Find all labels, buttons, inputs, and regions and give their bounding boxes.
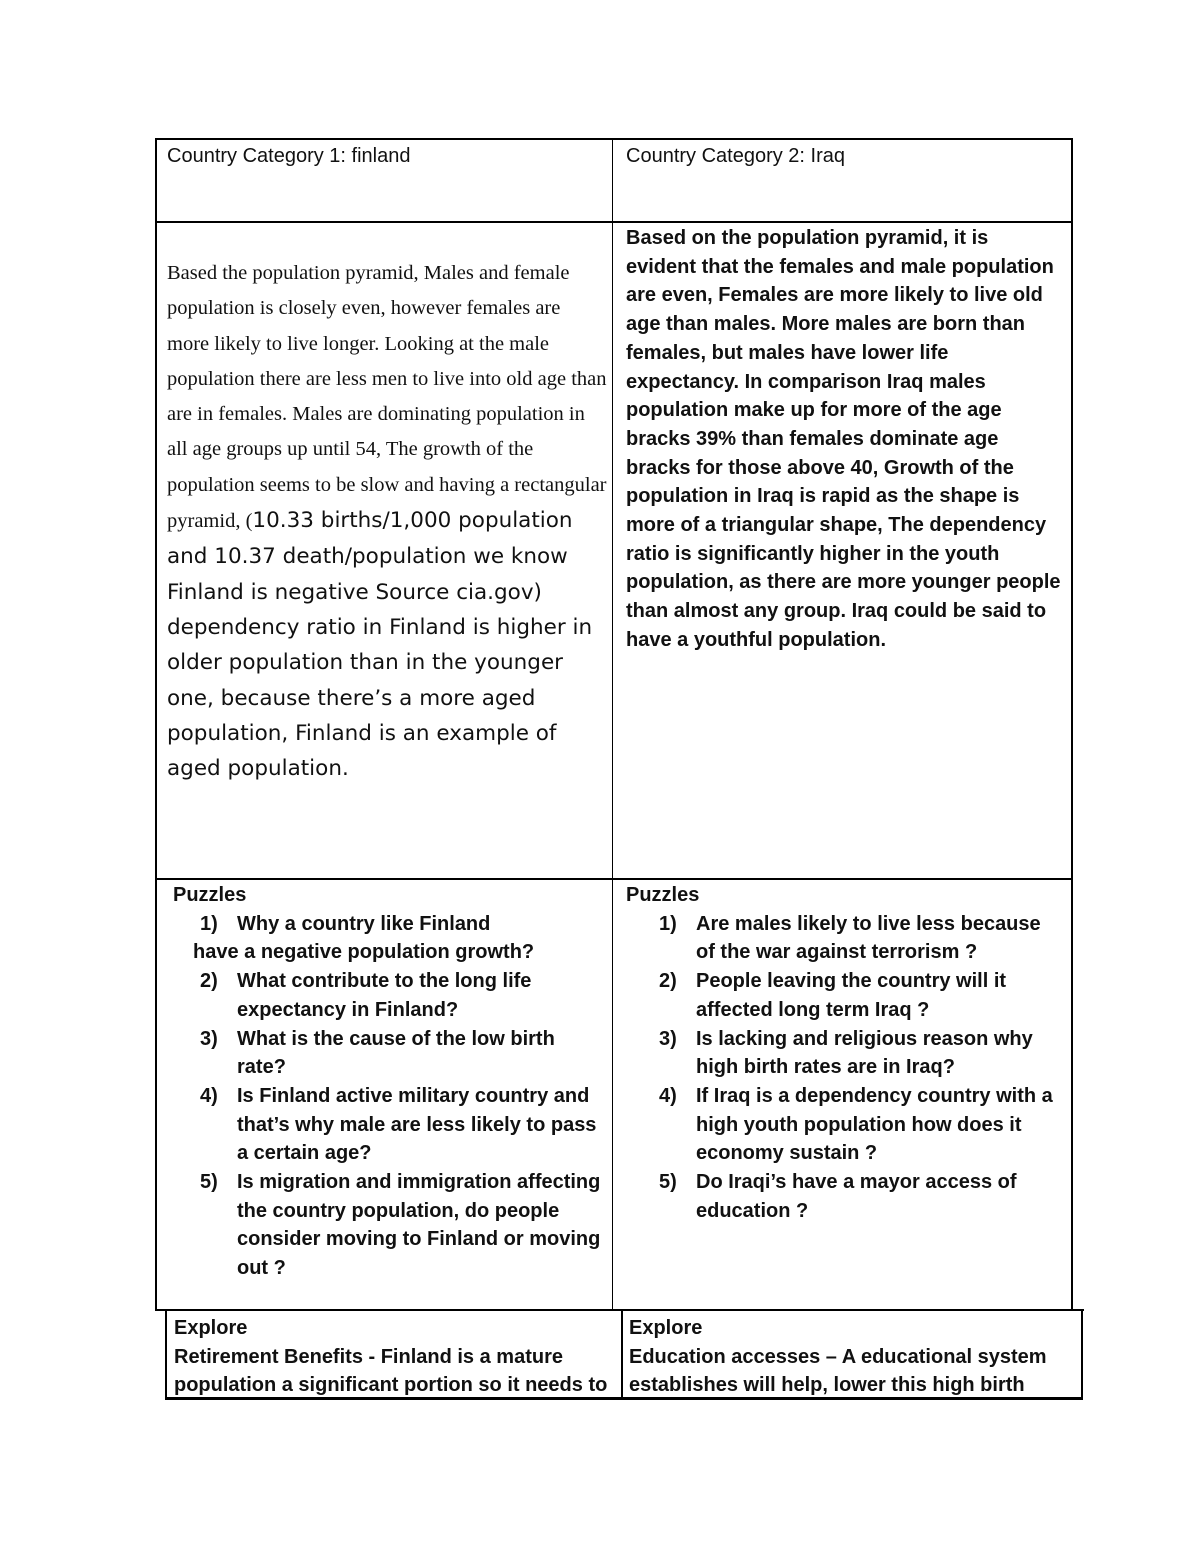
puzzles-finland-list xyxy=(167,967,607,1283)
puzzle-number: 1) xyxy=(659,912,677,935)
explore-border-left xyxy=(165,1309,167,1400)
puzzle-finland-item-5 xyxy=(167,1168,607,1283)
puzzle-number: 1) xyxy=(200,912,218,935)
explore-border-right xyxy=(1081,1309,1083,1400)
puzzle-number: 3) xyxy=(659,1027,677,1050)
header-country-1: Country Category 1: finland xyxy=(167,145,411,167)
explore-iraq-title: Explore xyxy=(629,1317,703,1339)
puzzle-iraq-item-4 xyxy=(626,1082,1064,1168)
puzzle-number: 2) xyxy=(200,970,218,993)
analysis-iraq: Based on the population pyramid, it is evident that the females and male population are even, Females are more likely to live old age than males. More males are born than females, but males have lower life expectancy. In comparison Iraq males population make up for more of the age bracks 39% than females dominate age bracks for those above 40, Growth of the population in Iraq is rapid as the shape is more of a triangular shape, The dependency ratio is significantly higher in the youth population, as there are more younger people than almost any group. Iraq could be said to have a youthful population. xyxy=(626,227,1061,651)
explore-iraq-line-1: Education accesses – A educational system xyxy=(629,1345,1047,1368)
puzzle-number: 3) xyxy=(200,1027,218,1050)
explore-border-top xyxy=(155,1309,1084,1311)
explore-divider-middle xyxy=(621,1309,623,1400)
explore-finland xyxy=(174,1314,620,1400)
puzzle-number: 4) xyxy=(659,1084,677,1107)
puzzles-iraq xyxy=(626,881,1064,1225)
puzzle-number: 5) xyxy=(200,1171,218,1194)
puzzle-text: Why a country like Finland xyxy=(237,912,491,935)
puzzle-finland-item-1-continued: have a negative population growth? xyxy=(193,941,535,964)
analysis-finland-sans-text: 10.33 births/1,000 population and 10.37 death/population we know Finland is negative Source cia.gov) dependency ratio in Finland is higher in older population than in the younger one, because there’s a more aged population, Finland is an example of aged population. xyxy=(167,508,593,782)
puzzle-number: 2) xyxy=(659,970,677,993)
explore-finland-title: Explore xyxy=(174,1317,248,1339)
explore-iraq-line-2: establishes will help, lower this high birth xyxy=(629,1374,1025,1397)
header-country-2: Country Category 2: Iraq xyxy=(626,145,845,167)
puzzle-iraq-item-3 xyxy=(626,1025,1064,1082)
puzzles-iraq-title: Puzzles xyxy=(626,884,700,906)
table-row-divider-1 xyxy=(155,221,1073,223)
puzzle-text: Is migration and immigration affecting the country population, do people consider moving to Finland or moving out ? xyxy=(237,1171,601,1280)
table-border-right xyxy=(1071,138,1073,1311)
puzzle-number: 4) xyxy=(200,1084,218,1107)
puzzle-iraq-item-2 xyxy=(626,967,1064,1024)
puzzle-text: People leaving the country will it affected long term Iraq ? xyxy=(696,970,1007,1021)
puzzle-finland-item-3 xyxy=(167,1025,607,1082)
puzzle-text: What is the cause of the low birth rate? xyxy=(237,1027,555,1079)
table-border-top xyxy=(155,138,1073,140)
puzzle-finland-item-2 xyxy=(167,967,607,1024)
puzzle-text: If Iraq is a dependency country with a high youth population how does it economy sustain ? xyxy=(696,1084,1053,1165)
puzzle-text: Is Finland active military country and that’s why male are less likely to pass a certain age? xyxy=(237,1084,597,1165)
analysis-finland xyxy=(167,256,607,786)
puzzles-finland-title: Puzzles xyxy=(173,884,247,906)
explore-finland-line-1: Retirement Benefits - Finland is a mature xyxy=(174,1345,563,1368)
puzzle-text: What contribute to the long life expectancy in Finland? xyxy=(237,970,532,1021)
puzzle-iraq-item-5 xyxy=(626,1168,1064,1225)
puzzles-finland xyxy=(167,881,607,1283)
puzzles-iraq-list xyxy=(626,910,1064,1226)
puzzle-text: Is lacking and religious reason why high birth rates are in Iraq? xyxy=(696,1027,1033,1079)
puzzle-finland-item-1 xyxy=(167,910,607,939)
puzzle-text: Do Iraqi’s have a mayor access of education ? xyxy=(696,1171,1017,1222)
explore-iraq xyxy=(629,1314,1077,1400)
analysis-finland-serif-text: Based the population pyramid, Males and female population is closely even, however females are more likely to live longer. Looking at the male population there are less men to live into old age than are in females. Males are dominating population in all age groups up until 54, The growth of the population seems to be slow and having a rectangular pyramid, ( xyxy=(167,262,607,533)
puzzle-number: 5) xyxy=(659,1171,677,1194)
table-border-left xyxy=(155,138,157,1311)
explore-finland-line-2: population a significant portion so it needs to xyxy=(174,1374,608,1397)
table-divider-middle xyxy=(612,138,613,1311)
puzzle-finland-item-4 xyxy=(167,1082,607,1168)
puzzle-text: Are males likely to live less because of the war against terrorism ? xyxy=(696,912,1041,964)
puzzle-iraq-item-1 xyxy=(626,910,1064,967)
table-row-divider-2 xyxy=(155,878,1073,880)
